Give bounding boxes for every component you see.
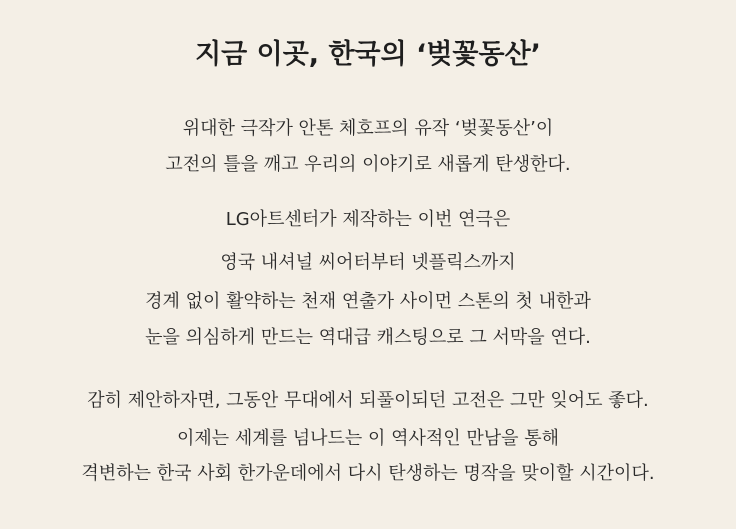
paragraph-line: 격변하는 한국 사회 한가운데에서 다시 탄생하는 명작을 맞이할 시간이다. [81, 463, 655, 484]
page-title: 지금 이곳, 한국의 ‘벚꽃동산’ [195, 39, 541, 70]
paragraph-line: 이제는 세계를 넘나드는 이 역사적인 만남을 통해 [176, 428, 560, 449]
paragraph-line: 경계 없이 활약하는 천재 연출가 사이먼 스톤의 첫 내한과 [145, 291, 591, 312]
paragraph-line: 고전의 틀을 깨고 우리의 이야기로 새롭게 탄생한다. [165, 154, 571, 175]
paragraph-line: 위대한 극작가 안톤 체호프의 유작 ‘벚꽃동산’이 [182, 118, 554, 139]
paragraph-line: 영국 내셔널 씨어터부터 넷플릭스까지 [220, 252, 516, 273]
paragraph-line: 눈을 의심하게 만드는 역대급 캐스팅으로 그 서막을 연다. [145, 327, 591, 348]
paragraph-line: 감히 제안하자면, 그동안 무대에서 되풀이되던 고전은 그만 잊어도 좋다. [87, 390, 649, 411]
paragraph-line: LG아트센터가 제작하는 이번 연극은 [225, 209, 511, 230]
